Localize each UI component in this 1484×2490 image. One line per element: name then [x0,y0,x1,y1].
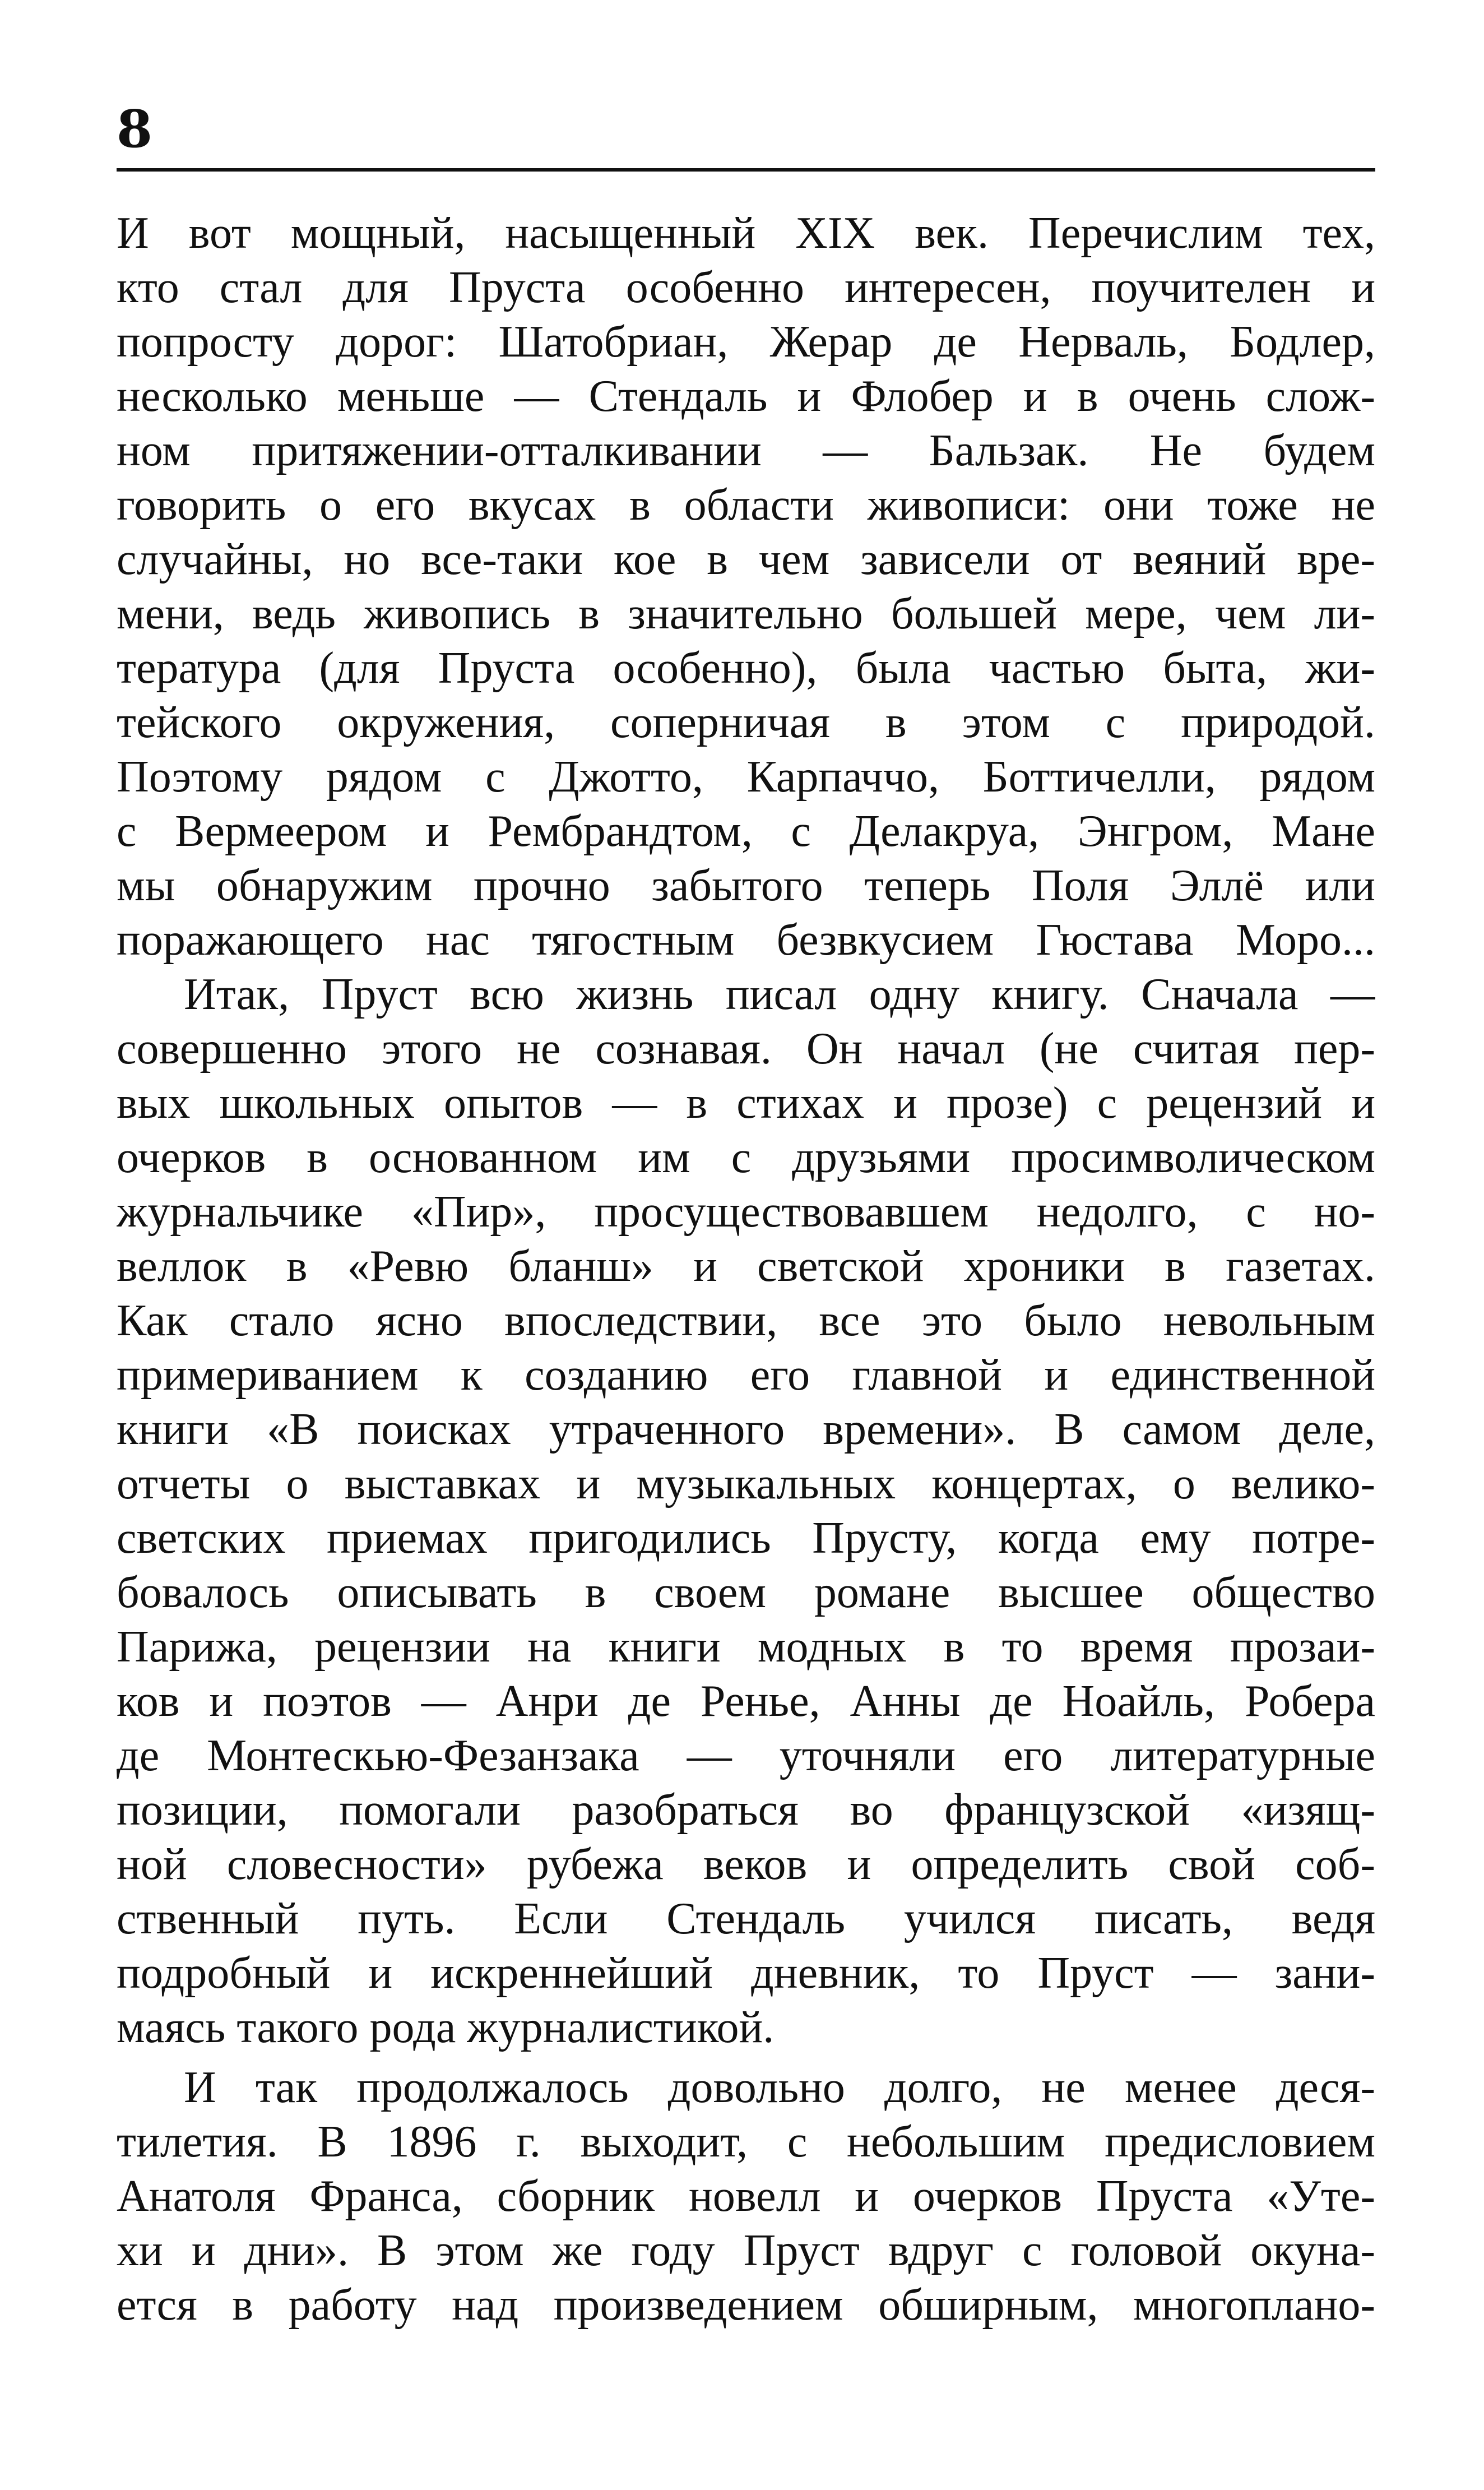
text-line: позиции, помогали разобраться во французской «изящ- [117,1785,1375,1835]
paragraph-1 [117,206,1375,968]
text-line: совершенно этого не сознавая. Он начал (не считая пер- [117,1024,1375,1073]
text-line: отчеты о выставках и музыкальных концертах, о велико- [117,1459,1375,1508]
text-line: поражающего нас тягостным безвкусием Гюстава Моро... [117,915,1375,965]
text-line: Итак, Пруст всю жизнь писал одну книгу. Сначала — [184,970,1375,1019]
text-line: кто стал для Пруста особенно интересен, поучителен и [117,263,1375,312]
text-line: И так продолжалось довольно долго, не менее деся- [184,2063,1375,2112]
text-line: мени, ведь живопись в значительно большей мере, чем ли- [117,589,1375,638]
text-line: говорить о его вкусах в области живописи: они тоже не [117,480,1375,530]
text-line: Анатоля Франса, сборник новелл и очерков Пруста «Уте- [117,2172,1375,2221]
text-line: маясь такого рода журналистикой. [117,2003,775,2052]
text-line: очерков в основанном им с друзьями просимволическом [117,1133,1375,1182]
text-line: хи и дни». В этом же году Пруст вдруг с головой окуна- [117,2226,1375,2275]
text-line: ется в работу над произведением обширным, многоплано- [117,2280,1375,2330]
text-body [117,206,1375,2332]
text-line: де Монтескью-Фезанзака — уточняли его литературные [117,1731,1375,1780]
text-line: попросту дорог: Шатобриан, Жерар де Нерваль, Бодлер, [117,317,1375,367]
text-line: подробный и искреннейший дневник, то Пруст — зани- [117,1949,1375,1998]
text-line: светских приемах пригодились Прусту, когда ему потре- [117,1514,1375,1563]
text-line: вых школьных опытов — в стихах и прозе) с рецензий и [117,1079,1375,1128]
paragraph-3 [117,2061,1375,2332]
text-line: веллок в «Ревю бланш» и светской хроники в газетах. [117,1242,1375,1291]
paragraph-2 [117,968,1375,2055]
text-line: тейского окружения, соперничая в этом с природой. [117,698,1375,747]
text-line: журнальчике «Пир», просуществовавшем недолго, с но- [117,1187,1375,1237]
text-line: Парижа, рецензии на книги модных в то время прозаи- [117,1622,1375,1672]
text-line: бовалось описывать в своем романе высшее общество [117,1568,1375,1617]
text-line: мы обнаружим прочно забытого теперь Поля Эллё или [117,861,1375,910]
page-number: 8 [117,99,153,159]
text-line: И вот мощный, насыщенный XIX век. Перечислим тех, [117,209,1375,258]
paragraph-spacing [117,2055,1375,2061]
text-line: ном притяжении-отталкивании — Бальзак. Не будем [117,426,1375,475]
text-line: случайны, но все-таки кое в чем зависели от веяний вре- [117,535,1375,584]
text-line: Как стало ясно впоследствии, все это было невольным [117,1296,1375,1345]
text-line: ков и поэтов — Анри де Ренье, Анны де Ноайль, Робера [117,1677,1375,1726]
text-line: Поэтому рядом с Джотто, Карпаччо, Боттичелли, рядом [117,752,1375,802]
text-line: несколько меньше — Стендаль и Флобер и в очень слож- [117,372,1375,421]
text-line: с Вермеером и Рембрандтом, с Делакруа, Энгром, Мане [117,807,1375,856]
text-line: ственный путь. Если Стендаль учился писать, ведя [117,1894,1375,1943]
text-line: ной словесности» рубежа веков и определить свой соб- [117,1840,1375,1889]
text-line: примериванием к созданию его главной и единственной [117,1350,1375,1400]
text-line: книги «В поисках утраченного времени». В самом деле, [117,1405,1375,1454]
text-line: тилетия. В 1896 г. выходит, с небольшим предисловием [117,2117,1375,2167]
text-line: тература (для Пруста особенно), была частью быта, жи- [117,644,1375,693]
page-header [117,90,1375,172]
